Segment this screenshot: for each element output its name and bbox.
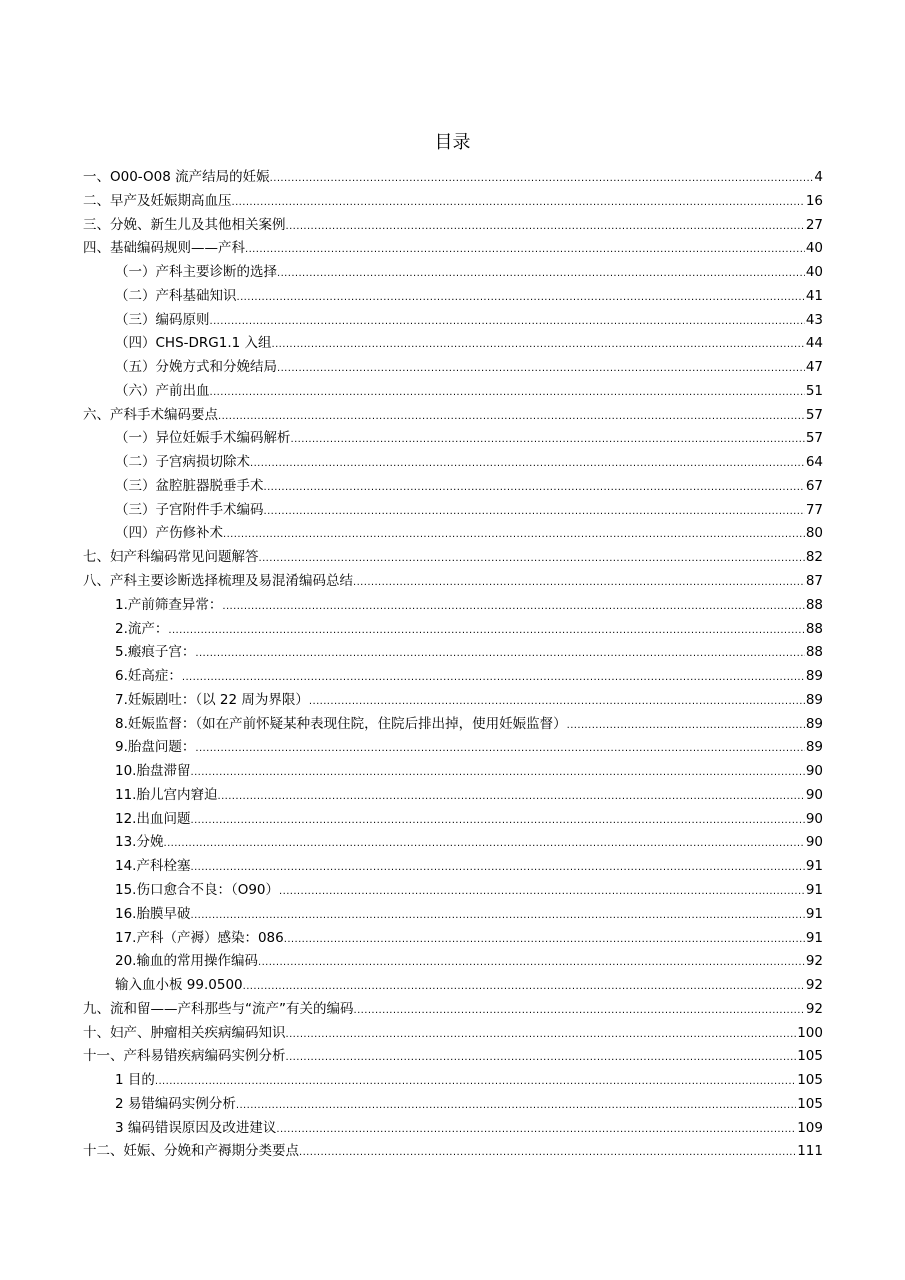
toc-entry[interactable] <box>83 190 823 214</box>
toc-entry-page-number: 105 <box>797 1072 823 1089</box>
toc-dot-leader <box>277 357 805 381</box>
toc-dot-leader <box>155 1070 796 1094</box>
toc-entry[interactable] <box>83 427 823 451</box>
toc-entry-page-number: 4 <box>814 169 823 185</box>
toc-dot-leader <box>190 856 804 880</box>
toc-entry[interactable] <box>83 285 823 309</box>
toc-entry-page-number: 91 <box>805 905 823 922</box>
toc-entry-label: 20.输血的常用操作编码 <box>115 953 258 970</box>
toc-list <box>83 166 823 1164</box>
toc-dot-leader <box>286 1046 797 1070</box>
toc-entry-page-number: 88 <box>805 644 823 661</box>
toc-dot-leader <box>223 523 805 547</box>
toc-dot-leader <box>291 428 805 452</box>
toc-entry[interactable] <box>83 879 823 903</box>
toc-entry[interactable] <box>83 499 823 523</box>
toc-entry-page-number: 16 <box>805 192 823 209</box>
toc-entry-page-number: 57 <box>805 406 823 423</box>
toc-dot-leader <box>218 405 805 429</box>
toc-entry-page-number: 27 <box>805 216 823 233</box>
toc-entry[interactable] <box>83 665 823 689</box>
toc-entry[interactable] <box>83 570 823 594</box>
toc-entry[interactable] <box>83 522 823 546</box>
toc-entry[interactable] <box>83 309 823 333</box>
toc-entry-page-number: 91 <box>805 858 823 875</box>
toc-entry[interactable] <box>83 475 823 499</box>
toc-entry[interactable] <box>83 1022 823 1046</box>
toc-entry-label: 1.产前筛查异常： <box>115 596 223 613</box>
toc-entry[interactable] <box>83 1069 823 1093</box>
toc-entry-label: 17.产科（产褥）感染：086 <box>115 929 284 946</box>
toc-dot-leader <box>222 595 804 619</box>
toc-entry-page-number: 92 <box>805 977 823 994</box>
toc-entry-label: 10.胎盘滞留 <box>115 763 191 780</box>
toc-entry[interactable] <box>83 451 823 475</box>
toc-dot-leader <box>190 761 804 785</box>
toc-entry-page-number: 64 <box>805 454 823 471</box>
toc-entry[interactable] <box>83 618 823 642</box>
toc-entry-label: 六、产科手术编码要点 <box>83 406 218 423</box>
toc-dot-leader <box>250 452 805 476</box>
toc-entry-page-number: 89 <box>805 691 823 708</box>
toc-dot-leader <box>182 666 805 690</box>
toc-dot-leader <box>237 286 805 310</box>
toc-entry-page-number: 100 <box>797 1024 823 1041</box>
toc-entry[interactable] <box>83 736 823 760</box>
toc-entry-label: （二）产科基础知识 <box>115 287 237 304</box>
toc-entry-label: （一）异位妊娠手术编码解析 <box>115 430 291 447</box>
toc-entry-label: （三）盆腔脏器脱垂手术 <box>115 477 264 494</box>
toc-entry[interactable] <box>83 237 823 261</box>
toc-dot-leader <box>309 690 805 714</box>
toc-entry-page-number: 57 <box>805 430 823 447</box>
toc-entry[interactable] <box>83 950 823 974</box>
toc-dot-leader <box>258 951 805 975</box>
toc-dot-leader <box>243 975 805 999</box>
toc-entry-label: （三）子宫附件手术编码 <box>115 501 264 518</box>
toc-entry-label: 十二、妊娠、分娩和产褥期分类要点 <box>83 1143 299 1160</box>
toc-entry[interactable] <box>83 927 823 951</box>
toc-entry-page-number: 89 <box>805 739 823 756</box>
toc-entry-label: 一、O00-O08 流产结局的妊娠 <box>83 169 270 185</box>
toc-dot-leader <box>210 381 805 405</box>
toc-entry-page-number: 77 <box>805 501 823 518</box>
toc-entry[interactable] <box>83 1093 823 1117</box>
toc-entry-label: 八、产科主要诊断选择梳理及易混淆编码总结 <box>83 573 353 590</box>
toc-entry-page-number: 40 <box>805 264 823 281</box>
toc-entry[interactable] <box>83 808 823 832</box>
toc-dot-leader <box>354 999 805 1023</box>
toc-entry-label: 13.分娩 <box>115 834 164 851</box>
toc-entry[interactable] <box>83 261 823 285</box>
toc-dot-leader <box>195 642 804 666</box>
toc-entry[interactable] <box>83 998 823 1022</box>
toc-entry[interactable] <box>83 214 823 238</box>
toc-entry-page-number: 88 <box>805 596 823 613</box>
toc-entry[interactable] <box>83 380 823 404</box>
toc-entry-label: （五）分娩方式和分娩结局 <box>115 359 277 376</box>
toc-entry[interactable] <box>83 784 823 808</box>
toc-dot-leader <box>277 262 805 286</box>
toc-entry-label: 二、早产及妊娠期高血压 <box>83 192 232 209</box>
toc-entry[interactable] <box>83 1140 823 1164</box>
toc-dot-leader <box>276 1118 796 1142</box>
toc-entry-page-number: 47 <box>805 359 823 376</box>
toc-entry-label: 十一、产科易错疾病编码实例分析 <box>83 1048 286 1065</box>
toc-entry-page-number: 80 <box>805 525 823 542</box>
toc-entry-page-number: 90 <box>805 810 823 827</box>
toc-dot-leader <box>217 785 804 809</box>
toc-entry-page-number: 91 <box>805 929 823 946</box>
toc-entry-label: （二）子宫病损切除术 <box>115 454 250 471</box>
toc-entry-page-number: 91 <box>805 881 823 898</box>
toc-entry-page-number: 92 <box>805 953 823 970</box>
toc-entry[interactable] <box>83 356 823 380</box>
toc-dot-leader <box>567 714 805 738</box>
toc-entry-page-number: 41 <box>805 287 823 304</box>
toc-dot-leader <box>210 310 805 334</box>
toc-entry[interactable] <box>83 166 823 190</box>
toc-entry-page-number: 105 <box>797 1048 823 1065</box>
toc-entry-page-number: 90 <box>805 786 823 803</box>
toc-title: 目录 <box>434 132 471 153</box>
toc-entry-page-number: 44 <box>805 335 823 352</box>
toc-entry-label: （三）编码原则 <box>115 311 210 328</box>
toc-entry-label: 7.妊娠剧吐：（以 22 周为界限） <box>115 691 309 708</box>
toc-dot-leader <box>232 191 805 215</box>
toc-dot-leader <box>286 1023 797 1047</box>
toc-dot-leader <box>236 1094 796 1118</box>
toc-entry-page-number: 89 <box>805 668 823 685</box>
toc-entry[interactable] <box>83 404 823 428</box>
toc-entry[interactable] <box>83 689 823 713</box>
toc-dot-leader <box>299 1141 796 1165</box>
toc-entry-page-number: 67 <box>805 477 823 494</box>
toc-entry-page-number: 88 <box>805 620 823 637</box>
toc-entry[interactable] <box>83 332 823 356</box>
toc-entry-page-number: 43 <box>805 311 823 328</box>
toc-entry[interactable] <box>83 546 823 570</box>
toc-entry-label: （四）产伤修补术 <box>115 525 223 542</box>
toc-entry[interactable] <box>83 974 823 998</box>
toc-entry-label: 11.胎儿宫内窘迫 <box>115 786 218 803</box>
toc-entry-page-number: 111 <box>797 1143 823 1160</box>
toc-entry-label: 三、分娩、新生儿及其他相关案例 <box>83 216 286 233</box>
toc-entry-label: 8.妊娠监督：（如在产前怀疑某种表现住院，住院后排出掉，使用妊娠监督） <box>115 715 567 732</box>
toc-entry-label: 14.产科栓塞 <box>115 858 191 875</box>
toc-dot-leader <box>272 333 805 357</box>
toc-entry-page-number: 89 <box>805 715 823 732</box>
toc-entry[interactable] <box>83 713 823 737</box>
toc-entry-label: 输入血小板 99.0500 <box>115 977 243 994</box>
toc-entry-label: 十、妇产、肿瘤相关疾病编码知识 <box>83 1024 286 1041</box>
toc-entry[interactable] <box>83 903 823 927</box>
toc-entry[interactable] <box>83 594 823 618</box>
toc-dot-leader <box>286 215 805 239</box>
toc-entry[interactable] <box>83 641 823 665</box>
toc-entry-page-number: 90 <box>805 763 823 780</box>
toc-entry-label: 15.伤口愈合不良：（O90） <box>115 881 280 898</box>
toc-dot-leader <box>168 619 804 643</box>
toc-dot-leader <box>264 476 805 500</box>
toc-entry-page-number: 51 <box>805 382 823 399</box>
toc-entry-label: （四）CHS-DRG1.1 入组 <box>115 335 272 352</box>
toc-entry-page-number: 109 <box>797 1119 823 1136</box>
toc-entry-label: 七、妇产科编码常见问题解答 <box>83 549 259 566</box>
toc-dot-leader <box>190 809 804 833</box>
toc-entry-label: 2 易错编码实例分析 <box>115 1095 236 1112</box>
toc-entry-label: 6.妊高症： <box>115 668 182 685</box>
toc-dot-leader <box>353 571 805 595</box>
toc-dot-leader <box>259 547 805 571</box>
toc-dot-leader <box>270 167 814 191</box>
toc-entry-page-number: 92 <box>805 1000 823 1017</box>
toc-entry-page-number: 82 <box>805 549 823 566</box>
toc-dot-leader <box>279 880 805 904</box>
toc-entry-label: （一）产科主要诊断的选择 <box>115 264 277 281</box>
toc-dot-leader <box>195 737 804 761</box>
toc-entry-label: 九、流和留——产科那些与“流产”有关的编码 <box>83 1000 354 1017</box>
toc-dot-leader <box>284 928 805 952</box>
toc-entry-label: （六）产前出血 <box>115 382 210 399</box>
toc-entry[interactable] <box>83 1117 823 1141</box>
toc-entry[interactable] <box>83 1045 823 1069</box>
toc-entry-label: 5.瘢痕子宫： <box>115 644 196 661</box>
toc-entry-page-number: 87 <box>805 573 823 590</box>
toc-entry[interactable] <box>83 831 823 855</box>
toc-entry-page-number: 40 <box>805 240 823 257</box>
toc-entry-label: 2.流产： <box>115 620 169 637</box>
toc-entry-label: 12.出血问题 <box>115 810 191 827</box>
toc-entry-label: 1 目的 <box>115 1072 155 1089</box>
toc-entry-page-number: 105 <box>797 1095 823 1112</box>
toc-dot-leader <box>264 500 805 524</box>
toc-entry-label: 3 编码错误原因及改进建议 <box>115 1119 277 1136</box>
toc-entry[interactable] <box>83 760 823 784</box>
toc-entry-label: 16.胎膜早破 <box>115 905 191 922</box>
toc-entry-label: 四、基础编码规则——产科 <box>83 240 245 257</box>
toc-dot-leader <box>163 832 804 856</box>
toc-entry-label: 9.胎盘问题： <box>115 739 196 756</box>
toc-entry-page-number: 90 <box>805 834 823 851</box>
toc-dot-leader <box>245 238 805 262</box>
toc-entry[interactable] <box>83 855 823 879</box>
toc-dot-leader <box>190 904 804 928</box>
